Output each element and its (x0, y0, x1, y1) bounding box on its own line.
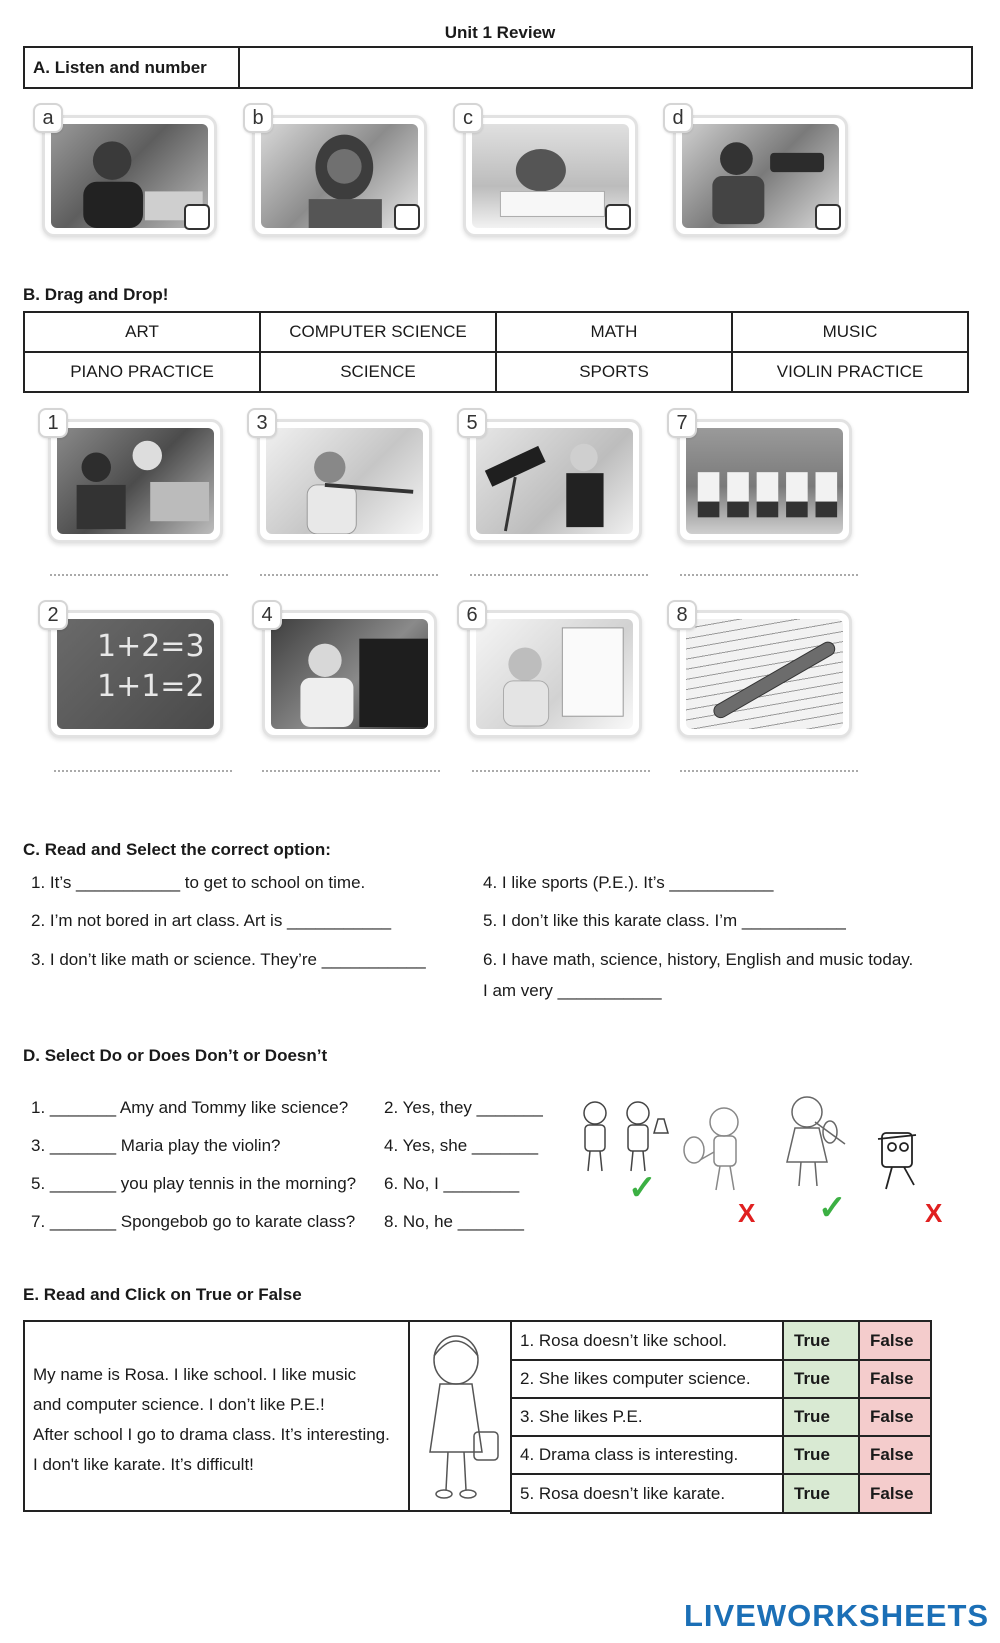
liveworksheets-logo (680, 1596, 990, 1636)
number-tag-4: 4 (252, 600, 282, 630)
letter-tag-a: a (33, 103, 63, 133)
passage-line: and computer science. I don’t like P.E.! (33, 1395, 325, 1414)
photo-6 (467, 610, 642, 738)
letter-tag-d: d (663, 103, 693, 133)
answer-drop-zone-5[interactable] (470, 574, 648, 576)
word-bank-item[interactable]: MATH (496, 312, 732, 352)
tennis-kid-illustration (680, 1100, 760, 1195)
false-button-4[interactable]: False (859, 1436, 931, 1474)
number-tag-5: 5 (457, 408, 487, 438)
d-answer-8[interactable]: 8. No, he _______ (384, 1212, 524, 1231)
girl-painting-photo (476, 619, 633, 729)
false-button-2[interactable]: False (859, 1360, 931, 1398)
d-answer-4[interactable]: 4. Yes, she _______ (384, 1136, 539, 1155)
letter-tag-b: b (243, 103, 273, 133)
page-title: Unit 1 Review (444, 23, 556, 42)
statement-5: 5. Rosa doesn’t like karate. (511, 1474, 783, 1513)
answer-checkbox-a[interactable] (184, 204, 210, 230)
false-button-1[interactable]: False (859, 1321, 931, 1360)
section-e-heading: E. Read and Click on True or False (23, 1285, 302, 1304)
reading-passage (23, 1320, 410, 1512)
answer-checkbox-b[interactable] (394, 204, 420, 230)
cross-mark-icon: X (738, 1198, 756, 1228)
statement-4: 4. Drama class is interesting. (511, 1436, 783, 1474)
d-question-7[interactable]: 7. _______ Spongebob go to karate class? (31, 1212, 356, 1231)
answer-checkbox-c[interactable] (605, 204, 631, 230)
word-bank-item[interactable]: COMPUTER SCIENCE (260, 312, 496, 352)
statement-1: 1. Rosa doesn’t like school. (511, 1321, 783, 1360)
word-bank-item[interactable]: ART (24, 312, 260, 352)
cross-mark-icon: X (925, 1198, 943, 1228)
false-button-3[interactable]: False (859, 1398, 931, 1436)
true-button-1[interactable]: True (783, 1321, 859, 1360)
false-button-5[interactable]: False (859, 1474, 931, 1513)
telescope-photo (476, 428, 633, 534)
answer-drop-zone-3[interactable] (260, 574, 438, 576)
maria-violin-illustration (775, 1090, 850, 1190)
answer-drop-zone-7[interactable] (680, 574, 858, 576)
flute-sheet-music-photo (686, 619, 843, 729)
photo-2 (48, 610, 223, 738)
c-question-3[interactable]: 3. I don’t like math or science. They’re ___________ (31, 950, 426, 969)
rosa-illustration (410, 1322, 510, 1510)
d-question-5[interactable]: 5. _______ you play tennis in the morning? (31, 1174, 357, 1193)
section-d-heading: D. Select Do or Does Don’t or Doesn’t (23, 1046, 328, 1065)
number-tag-1: 1 (38, 408, 68, 438)
brand-name: LIVEWORKSHEETS (684, 1598, 990, 1633)
section-a-header-box (23, 46, 973, 89)
c-question-6-blank[interactable]: I am very ___________ (483, 981, 662, 1000)
violin-photo (266, 428, 423, 534)
c-question-2[interactable]: 2. I’m not bored in art class. Art is ___________ (31, 911, 392, 930)
check-mark-icon: ✓ (628, 1169, 657, 1207)
rosa-illustration-cell (408, 1320, 512, 1512)
check-mark-icon: ✓ (818, 1189, 847, 1227)
photo-3 (257, 419, 432, 543)
word-bank-item[interactable]: MUSIC (732, 312, 968, 352)
answer-checkbox-d[interactable] (815, 204, 841, 230)
amy-tommy-science-illustration (570, 1095, 675, 1175)
statement-3: 3. She likes P.E. (511, 1398, 783, 1436)
c-question-6: 6. I have math, science, history, English and music today. (483, 950, 914, 969)
d-answer-2[interactable]: 2. Yes, they _______ (384, 1098, 543, 1117)
piano-boy-photo (271, 619, 428, 729)
answer-drop-zone-1[interactable] (50, 574, 228, 576)
number-tag-7: 7 (667, 408, 697, 438)
d-answer-6[interactable]: 6. No, I ________ (384, 1174, 520, 1193)
photo-a (42, 115, 217, 237)
true-button-4[interactable]: True (783, 1436, 859, 1474)
photo-c (463, 115, 638, 237)
passage-line: I don't like karate. It’s difficult! (33, 1455, 254, 1474)
statement-2: 2. She likes computer science. (511, 1360, 783, 1398)
d-question-1[interactable]: 1. _______ Amy and Tommy like science? (31, 1098, 349, 1117)
section-b-heading: B. Drag and Drop! (23, 285, 169, 304)
photo-7 (677, 419, 852, 543)
photo-b (252, 115, 427, 237)
passage-line: My name is Rosa. I like school. I like music (33, 1365, 357, 1384)
kids-exercise-photo (686, 428, 843, 534)
c-question-1[interactable]: 1. It’s ___________ to get to school on time. (31, 873, 366, 892)
word-bank-item[interactable]: PIANO PRACTICE (24, 352, 260, 392)
word-bank-item[interactable]: VIOLIN PRACTICE (732, 352, 968, 392)
computer-lesson-photo (57, 428, 214, 534)
answer-drop-zone-8[interactable] (680, 770, 858, 772)
photo-5 (467, 419, 642, 543)
word-bank-item[interactable]: SCIENCE (260, 352, 496, 392)
spongebob-karate-illustration (868, 1125, 928, 1195)
photo-8 (677, 610, 852, 738)
true-false-table (510, 1320, 932, 1514)
c-question-5[interactable]: 5. I don’t like this karate class. I’m ___________ (483, 911, 846, 930)
word-bank-item[interactable]: SPORTS (496, 352, 732, 392)
photo-1 (48, 419, 223, 543)
number-tag-6: 6 (457, 600, 487, 630)
chalkboard-equations: 1+2=3 1+1=2 (97, 629, 205, 704)
number-tag-8: 8 (667, 600, 697, 630)
section-a-heading: A. Listen and number (25, 48, 240, 87)
answer-drop-zone-4[interactable] (262, 770, 440, 772)
number-tag-3: 3 (247, 408, 277, 438)
section-c-heading: C. Read and Select the correct option: (23, 840, 331, 859)
true-button-2[interactable]: True (783, 1360, 859, 1398)
photo-d (673, 115, 848, 237)
answer-drop-zone-2[interactable] (54, 770, 232, 772)
d-question-3[interactable]: 3. _______ Maria play the violin? (31, 1136, 281, 1155)
section-a-answer-area (240, 48, 971, 87)
chalkboard-math-photo (57, 619, 214, 729)
c-question-4[interactable]: 4. I like sports (P.E.). It’s ___________ (483, 873, 774, 892)
passage-line: After school I go to drama class. It’s interesting. (33, 1425, 390, 1444)
true-button-5[interactable]: True (783, 1474, 859, 1513)
number-tag-2: 2 (38, 600, 68, 630)
answer-drop-zone-6[interactable] (472, 770, 650, 772)
word-bank-table (23, 311, 969, 393)
true-button-3[interactable]: True (783, 1398, 859, 1436)
photo-4 (262, 610, 437, 738)
letter-tag-c: c (453, 103, 483, 133)
